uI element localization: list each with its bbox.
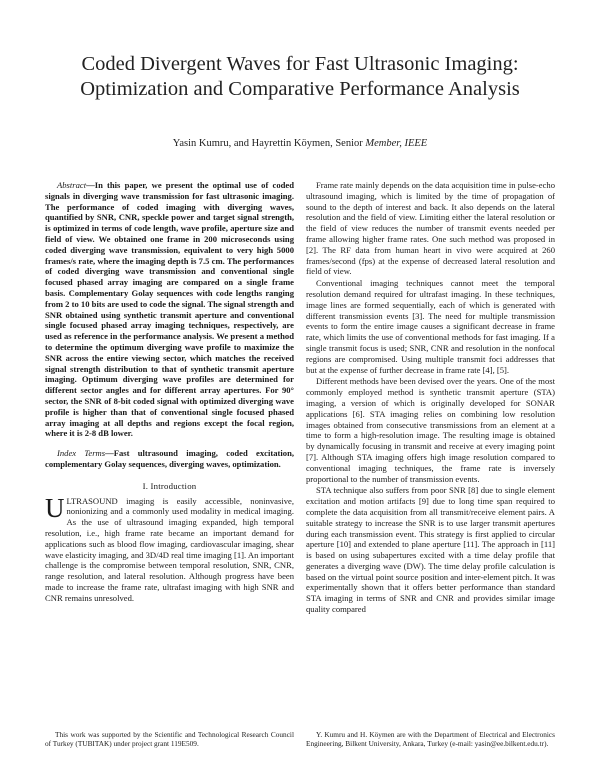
index-terms-text: Fast ultrasound imaging, coded excitation, complementary Golay sequences, diverging waves, optimization. [45, 448, 295, 469]
author-membership: Member, IEEE [365, 138, 428, 149]
abstract [45, 180, 294, 439]
body-paragraph: Conventional imaging techniques cannot meet the temporal resolution demand required for ultrafast imaging. In these techniques, image lines are formed sequentially, each of which is generated with different transmission events [3]. The need for multiple transmission events to form the entire image causes a significant decrease in frame rate, which limits the use of conventional methods for fast imaging. If a single transmit focus is used; SNR, CNR and resolution in the nonfocal regions are compromised. Using multiple transmit foci addresses that but at the expense of further decrease in frame rate [4], [5]. [306, 278, 555, 375]
author-names: Yasin Kumru, and Hayrettin Köymen, Senior [172, 138, 366, 149]
index-terms-label: Index Terms [57, 448, 106, 459]
body-paragraph: STA technique also suffers from poor SNR [8] due to single element excitation and motion artifacts [9] due to long time span required to complete the data acquisition from all transmit/receive element pairs. A suitable strategy to increase the SNR is to use larger transmit apertures during each transmission event. This strategy is first applied to circular aperture [10] and extended to plane aperture [11]. The approach in [11] is based on using subapertures excited with a time delay profile that generates a diverging wave (DW). The time delay profile calculation is based on the virtual point source position and inter-element pitch. It was experimentally shown that it offers better performance than standard STA imaging in terms of SNR and CNR and provides similar image quality compared [306, 485, 555, 615]
paper-title: Coded Divergent Waves for Fast Ultrasonic Imaging: Optimization and Comparative Performance Analysis [80, 53, 520, 100]
abstract-text: In this paper, we present the optimal use of coded signals in diverging wave transmission for fast ultrasonic imaging. The performance of coded imaging with diverging waves, quantified by SNR, CNR, speckle power and target signal strength, is optimized in terms of code length, wave profile, aperture size and field of view. We obtained one frame in 200 microseconds using coded diverging wave transmission, equivalent to very high 5000 frames/s rate, where the imaging depth is 7.5 cm. The performances of coded diverging wave transmission and conventional single focused phased array imaging are compared on a single frame basis. Complementary Golay sequences with code lengths ranging from 2 to 10 bits are used to code the signal. The signal strength and SNR obtained using synthetic transmit aperture and conventional single focused phased array imaging techniques, respectively, are used as reference in the performance analysis. We present a method to determine the optimum diverging wave profile to maximize the SNR across the entire viewing sector, which matches the received signal strength distribution to that of synthetic transmit aperture imaging. Optimum diverging wave profiles are determined for different sector angles and for different array apertures. For 90° sector, the SNR of 8-bit coded signal with optimized diverging wave profile is higher than that of conventional single focused phased array imaging at all depths and regions except the focal region, where it is 2-8 dB lower. [45, 180, 294, 439]
author-line [40, 138, 560, 149]
right-column [306, 180, 555, 616]
intro-paragraph-text: LTRASOUND imaging is easily accessible, noninvasive, nonionizing and a commonly used modality in medical imaging. As the use of ultrasound imaging expanded, high temporal resolution, i.e., high frame rate became an important demand for applications such as blood flow imaging, cardiovascular imaging, shear wave elasticity imaging, and 3D/4D real time imaging [1]. An important challenge is the compromise between temporal resolution, SNR, CNR, range resolution, and lateral resolution. Although progress have been made to increase the frame rate, ultrafast imaging with high SNR and CNR remains unresolved. [45, 495, 294, 603]
section-heading-introduction: I. Introduction [142, 480, 197, 491]
body-paragraph: Frame rate mainly depends on the data acquisition time in pulse-echo ultrasound imaging, which is limited by the time of propagation of sound to the depth of interest and back. It also depends on the lateral resolution and the field of view. Limiting either the lateral resolution or the field of view reduces the number of transmit events needed per frame allowing higher frame rates. One such method was proposed in [2]. The RF data from human heart in vivo were acquired at 260 frames/second (fps) at the expense of decreased lateral resolution and field of view. [306, 180, 555, 277]
index-terms [45, 448, 294, 470]
body-paragraph: Different methods have been devised over the years. One of the most commonly employed method is synthetic transmit aperture (STA) imaging, a version of which is originally developed for SONAR applications [6]. STA imaging relies on combining low resolution images obtained from consecutive transmissions from an element at a time to form a high-resolution image. The resulting image is obtained by dynamically focusing in transmit and receive at every imaging point [7]. Although STA imaging offers high image resolution compared to conventional imaging techniques, the frame rate is inversely proportional to the number of transmission events. [306, 376, 555, 484]
affiliation-footnote: Y. Kumru and H. Köymen are with the Department of Electrical and Electronics Engineering, Bilkent University, Ankara, Turkey (e-mail: yasin@ee.bilkent.edu.tr). [306, 730, 555, 748]
intro-paragraph [45, 492, 294, 604]
abstract-dash: — [86, 180, 95, 190]
drop-cap-letter: U [45, 492, 65, 523]
index-terms-dash: — [105, 448, 114, 459]
funding-footnote: This work was supported by the Scientific and Technological Research Council of Turkey (TUBITAK) under project grant 119E509. [45, 730, 294, 748]
left-column [45, 180, 294, 603]
abstract-label: Abstract [57, 180, 87, 190]
